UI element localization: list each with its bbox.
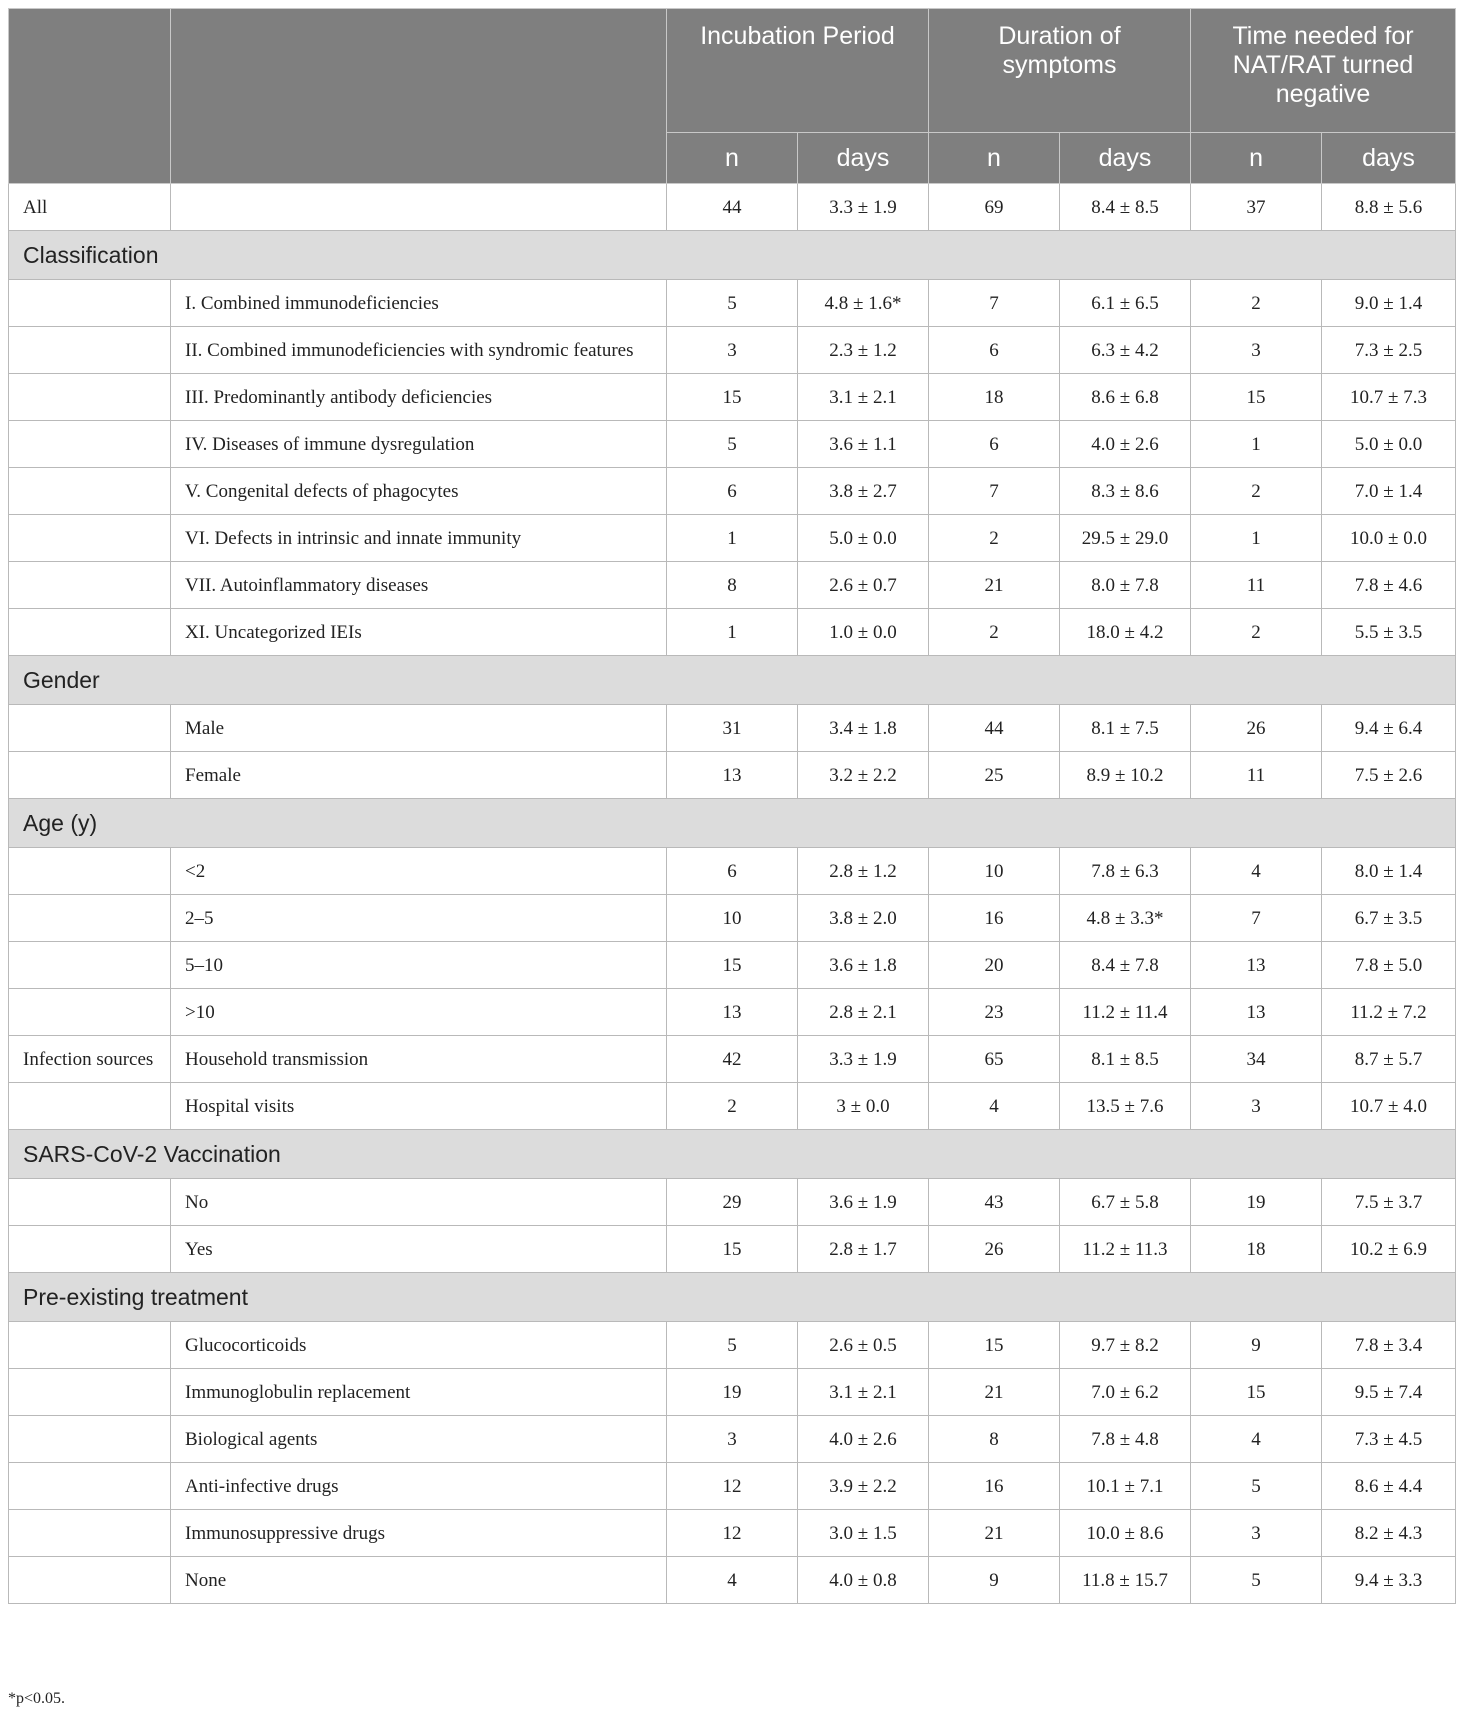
duration-days-cell: 18.0 ± 4.2 xyxy=(1060,609,1191,656)
row-label-cell: Glucocorticoids xyxy=(171,1322,667,1369)
header-time-to-negative: Time needed for NAT/RAT turned negative xyxy=(1191,9,1456,133)
row-label-cell: Immunoglobulin replacement xyxy=(171,1369,667,1416)
incubation-days-cell: 5.0 ± 0.0 xyxy=(798,515,929,562)
incubation-n-cell: 4 xyxy=(667,1557,798,1604)
row-group-cell xyxy=(9,942,171,989)
incubation-days-cell: 3.3 ± 1.9 xyxy=(798,1036,929,1083)
negative-days-cell: 5.5 ± 3.5 xyxy=(1322,609,1456,656)
row-group-cell: All xyxy=(9,184,171,231)
duration-n-cell: 10 xyxy=(929,848,1060,895)
row-label-cell: None xyxy=(171,1557,667,1604)
incubation-n-cell: 29 xyxy=(667,1179,798,1226)
negative-days-cell: 9.4 ± 3.3 xyxy=(1322,1557,1456,1604)
negative-days-cell: 10.7 ± 7.3 xyxy=(1322,374,1456,421)
duration-days-cell: 8.9 ± 10.2 xyxy=(1060,752,1191,799)
incubation-days-cell: 2.8 ± 1.2 xyxy=(798,848,929,895)
table-row xyxy=(9,609,1456,656)
negative-days-cell: 10.0 ± 0.0 xyxy=(1322,515,1456,562)
negative-n-cell: 9 xyxy=(1191,1322,1322,1369)
duration-n-cell: 69 xyxy=(929,184,1060,231)
negative-n-cell: 18 xyxy=(1191,1226,1322,1273)
row-label-cell: Immunosuppressive drugs xyxy=(171,1510,667,1557)
negative-n-cell: 34 xyxy=(1191,1036,1322,1083)
incubation-n-cell: 6 xyxy=(667,468,798,515)
duration-days-cell: 7.0 ± 6.2 xyxy=(1060,1369,1191,1416)
duration-days-cell: 7.8 ± 4.8 xyxy=(1060,1416,1191,1463)
row-label-cell: No xyxy=(171,1179,667,1226)
section-header-row xyxy=(9,1130,1456,1179)
duration-days-cell: 10.0 ± 8.6 xyxy=(1060,1510,1191,1557)
negative-days-cell: 10.7 ± 4.0 xyxy=(1322,1083,1456,1130)
negative-n-cell: 13 xyxy=(1191,989,1322,1036)
row-group-cell xyxy=(9,1322,171,1369)
header-duration-of-symptoms: Duration of symptoms xyxy=(929,9,1191,133)
table-row xyxy=(9,895,1456,942)
incubation-days-cell: 3.3 ± 1.9 xyxy=(798,184,929,231)
negative-n-cell: 15 xyxy=(1191,1369,1322,1416)
duration-n-cell: 8 xyxy=(929,1416,1060,1463)
row-label-cell: XI. Uncategorized IEIs xyxy=(171,609,667,656)
negative-days-cell: 7.8 ± 4.6 xyxy=(1322,562,1456,609)
incubation-days-cell: 2.6 ± 0.5 xyxy=(798,1322,929,1369)
incubation-days-cell: 1.0 ± 0.0 xyxy=(798,609,929,656)
row-group-cell xyxy=(9,989,171,1036)
duration-n-cell: 23 xyxy=(929,989,1060,1036)
duration-days-cell: 8.4 ± 7.8 xyxy=(1060,942,1191,989)
table-row xyxy=(9,327,1456,374)
row-group-cell: Infection sources xyxy=(9,1036,171,1083)
duration-n-cell: 26 xyxy=(929,1226,1060,1273)
negative-n-cell: 2 xyxy=(1191,609,1322,656)
negative-n-cell: 11 xyxy=(1191,562,1322,609)
row-group-cell xyxy=(9,609,171,656)
negative-days-cell: 8.7 ± 5.7 xyxy=(1322,1036,1456,1083)
duration-n-cell: 4 xyxy=(929,1083,1060,1130)
row-group-cell xyxy=(9,1557,171,1604)
row-group-cell xyxy=(9,752,171,799)
incubation-days-cell: 3.6 ± 1.1 xyxy=(798,421,929,468)
row-group-cell xyxy=(9,280,171,327)
duration-days-cell: 8.6 ± 6.8 xyxy=(1060,374,1191,421)
table-body xyxy=(9,184,1456,1604)
table-header xyxy=(9,9,1456,184)
incubation-n-cell: 1 xyxy=(667,609,798,656)
incubation-days-cell: 4.8 ± 1.6* xyxy=(798,280,929,327)
incubation-n-cell: 3 xyxy=(667,1416,798,1463)
duration-n-cell: 21 xyxy=(929,1510,1060,1557)
incubation-days-cell: 3.8 ± 2.0 xyxy=(798,895,929,942)
incubation-n-cell: 13 xyxy=(667,989,798,1036)
row-label-cell: IV. Diseases of immune dysregulation xyxy=(171,421,667,468)
table-row xyxy=(9,468,1456,515)
incubation-n-cell: 15 xyxy=(667,374,798,421)
row-group-cell xyxy=(9,421,171,468)
data-table xyxy=(8,8,1456,1604)
duration-days-cell: 6.1 ± 6.5 xyxy=(1060,280,1191,327)
negative-days-cell: 8.8 ± 5.6 xyxy=(1322,184,1456,231)
incubation-days-cell: 3.6 ± 1.8 xyxy=(798,942,929,989)
row-group-cell xyxy=(9,1369,171,1416)
negative-days-cell: 8.6 ± 4.4 xyxy=(1322,1463,1456,1510)
row-label-cell: 2–5 xyxy=(171,895,667,942)
duration-days-cell: 11.2 ± 11.3 xyxy=(1060,1226,1191,1273)
negative-n-cell: 2 xyxy=(1191,280,1322,327)
incubation-n-cell: 5 xyxy=(667,1322,798,1369)
section-header-row xyxy=(9,656,1456,705)
incubation-n-cell: 1 xyxy=(667,515,798,562)
duration-days-cell: 8.4 ± 8.5 xyxy=(1060,184,1191,231)
table-row xyxy=(9,374,1456,421)
incubation-n-cell: 13 xyxy=(667,752,798,799)
incubation-n-cell: 42 xyxy=(667,1036,798,1083)
incubation-n-cell: 10 xyxy=(667,895,798,942)
section-title: Classification xyxy=(9,231,1456,280)
table-row xyxy=(9,848,1456,895)
header-empty-group xyxy=(9,9,171,184)
negative-n-cell: 3 xyxy=(1191,327,1322,374)
duration-days-cell: 11.8 ± 15.7 xyxy=(1060,1557,1191,1604)
duration-days-cell: 11.2 ± 11.4 xyxy=(1060,989,1191,1036)
duration-n-cell: 21 xyxy=(929,562,1060,609)
negative-days-cell: 6.7 ± 3.5 xyxy=(1322,895,1456,942)
header-incubation-period: Incubation Period xyxy=(667,9,929,133)
row-label-cell: Hospital visits xyxy=(171,1083,667,1130)
row-group-cell xyxy=(9,515,171,562)
row-label-cell: Household transmission xyxy=(171,1036,667,1083)
table-row xyxy=(9,1416,1456,1463)
incubation-days-cell: 3.4 ± 1.8 xyxy=(798,705,929,752)
row-group-cell xyxy=(9,1226,171,1273)
negative-n-cell: 26 xyxy=(1191,705,1322,752)
incubation-days-cell: 3 ± 0.0 xyxy=(798,1083,929,1130)
table-row xyxy=(9,1510,1456,1557)
negative-days-cell: 11.2 ± 7.2 xyxy=(1322,989,1456,1036)
incubation-days-cell: 3.1 ± 2.1 xyxy=(798,374,929,421)
row-group-cell xyxy=(9,895,171,942)
row-group-cell xyxy=(9,705,171,752)
table-row xyxy=(9,1322,1456,1369)
table-row xyxy=(9,1369,1456,1416)
duration-n-cell: 21 xyxy=(929,1369,1060,1416)
duration-days-cell: 8.1 ± 7.5 xyxy=(1060,705,1191,752)
row-label-cell: 5–10 xyxy=(171,942,667,989)
duration-n-cell: 25 xyxy=(929,752,1060,799)
incubation-n-cell: 5 xyxy=(667,421,798,468)
row-group-cell xyxy=(9,562,171,609)
incubation-days-cell: 2.8 ± 2.1 xyxy=(798,989,929,1036)
incubation-days-cell: 3.0 ± 1.5 xyxy=(798,1510,929,1557)
duration-days-cell: 4.0 ± 2.6 xyxy=(1060,421,1191,468)
negative-days-cell: 8.2 ± 4.3 xyxy=(1322,1510,1456,1557)
subheader-days: days xyxy=(1060,133,1191,184)
duration-n-cell: 2 xyxy=(929,515,1060,562)
incubation-days-cell: 3.6 ± 1.9 xyxy=(798,1179,929,1226)
table-row xyxy=(9,1463,1456,1510)
negative-n-cell: 1 xyxy=(1191,515,1322,562)
negative-n-cell: 5 xyxy=(1191,1557,1322,1604)
incubation-n-cell: 44 xyxy=(667,184,798,231)
table-row xyxy=(9,280,1456,327)
subheader-days: days xyxy=(1322,133,1456,184)
negative-n-cell: 19 xyxy=(1191,1179,1322,1226)
negative-days-cell: 7.3 ± 4.5 xyxy=(1322,1416,1456,1463)
incubation-n-cell: 6 xyxy=(667,848,798,895)
row-group-cell xyxy=(9,1416,171,1463)
table-row xyxy=(9,705,1456,752)
table-row xyxy=(9,1557,1456,1604)
row-label-cell: Biological agents xyxy=(171,1416,667,1463)
incubation-days-cell: 2.3 ± 1.2 xyxy=(798,327,929,374)
incubation-n-cell: 31 xyxy=(667,705,798,752)
row-group-cell xyxy=(9,1463,171,1510)
duration-n-cell: 65 xyxy=(929,1036,1060,1083)
row-label-cell: III. Predominantly antibody deficiencies xyxy=(171,374,667,421)
row-label-cell xyxy=(171,184,667,231)
row-group-cell xyxy=(9,848,171,895)
duration-n-cell: 20 xyxy=(929,942,1060,989)
duration-n-cell: 16 xyxy=(929,1463,1060,1510)
incubation-n-cell: 8 xyxy=(667,562,798,609)
table-row xyxy=(9,1179,1456,1226)
incubation-days-cell: 4.0 ± 2.6 xyxy=(798,1416,929,1463)
duration-n-cell: 43 xyxy=(929,1179,1060,1226)
row-label-cell: V. Congenital defects of phagocytes xyxy=(171,468,667,515)
incubation-days-cell: 2.6 ± 0.7 xyxy=(798,562,929,609)
row-label-cell: II. Combined immunodeficiencies with syndromic features xyxy=(171,327,667,374)
row-label-cell: VII. Autoinflammatory diseases xyxy=(171,562,667,609)
section-title: Age (y) xyxy=(9,799,1456,848)
incubation-days-cell: 3.9 ± 2.2 xyxy=(798,1463,929,1510)
negative-days-cell: 9.5 ± 7.4 xyxy=(1322,1369,1456,1416)
negative-days-cell: 7.5 ± 2.6 xyxy=(1322,752,1456,799)
duration-n-cell: 7 xyxy=(929,280,1060,327)
duration-days-cell: 6.7 ± 5.8 xyxy=(1060,1179,1191,1226)
duration-days-cell: 6.3 ± 4.2 xyxy=(1060,327,1191,374)
row-label-cell: Anti-infective drugs xyxy=(171,1463,667,1510)
negative-n-cell: 3 xyxy=(1191,1083,1322,1130)
row-label-cell: <2 xyxy=(171,848,667,895)
row-group-cell xyxy=(9,327,171,374)
incubation-n-cell: 3 xyxy=(667,327,798,374)
negative-n-cell: 4 xyxy=(1191,1416,1322,1463)
duration-days-cell: 8.3 ± 8.6 xyxy=(1060,468,1191,515)
table-row xyxy=(9,942,1456,989)
negative-days-cell: 7.8 ± 5.0 xyxy=(1322,942,1456,989)
subheader-n: n xyxy=(929,133,1060,184)
incubation-n-cell: 19 xyxy=(667,1369,798,1416)
duration-days-cell: 4.8 ± 3.3* xyxy=(1060,895,1191,942)
row-label-cell: Male xyxy=(171,705,667,752)
row-label-cell: Female xyxy=(171,752,667,799)
table-row xyxy=(9,1036,1456,1083)
row-group-cell xyxy=(9,1083,171,1130)
duration-n-cell: 7 xyxy=(929,468,1060,515)
incubation-n-cell: 12 xyxy=(667,1463,798,1510)
negative-days-cell: 7.0 ± 1.4 xyxy=(1322,468,1456,515)
negative-days-cell: 9.0 ± 1.4 xyxy=(1322,280,1456,327)
duration-n-cell: 44 xyxy=(929,705,1060,752)
section-title: SARS-CoV-2 Vaccination xyxy=(9,1130,1456,1179)
incubation-n-cell: 15 xyxy=(667,942,798,989)
duration-n-cell: 16 xyxy=(929,895,1060,942)
negative-n-cell: 11 xyxy=(1191,752,1322,799)
incubation-n-cell: 5 xyxy=(667,280,798,327)
negative-days-cell: 10.2 ± 6.9 xyxy=(1322,1226,1456,1273)
incubation-n-cell: 15 xyxy=(667,1226,798,1273)
negative-n-cell: 4 xyxy=(1191,848,1322,895)
negative-days-cell: 5.0 ± 0.0 xyxy=(1322,421,1456,468)
negative-n-cell: 1 xyxy=(1191,421,1322,468)
duration-days-cell: 8.1 ± 8.5 xyxy=(1060,1036,1191,1083)
subheader-days: days xyxy=(798,133,929,184)
row-group-cell xyxy=(9,468,171,515)
duration-days-cell: 7.8 ± 6.3 xyxy=(1060,848,1191,895)
section-header-row xyxy=(9,231,1456,280)
section-header-row xyxy=(9,799,1456,848)
duration-n-cell: 18 xyxy=(929,374,1060,421)
footnote: *p<0.05. xyxy=(8,1690,66,1707)
duration-n-cell: 15 xyxy=(929,1322,1060,1369)
duration-n-cell: 6 xyxy=(929,327,1060,374)
negative-n-cell: 37 xyxy=(1191,184,1322,231)
duration-days-cell: 10.1 ± 7.1 xyxy=(1060,1463,1191,1510)
table-row xyxy=(9,989,1456,1036)
subheader-n: n xyxy=(667,133,798,184)
table-row xyxy=(9,1226,1456,1273)
negative-n-cell: 3 xyxy=(1191,1510,1322,1557)
row-group-cell xyxy=(9,1179,171,1226)
negative-days-cell: 7.5 ± 3.7 xyxy=(1322,1179,1456,1226)
row-label-cell: VI. Defects in intrinsic and innate immunity xyxy=(171,515,667,562)
table-row xyxy=(9,515,1456,562)
incubation-n-cell: 2 xyxy=(667,1083,798,1130)
incubation-n-cell: 12 xyxy=(667,1510,798,1557)
subheader-n: n xyxy=(1191,133,1322,184)
row-group-cell xyxy=(9,374,171,421)
negative-n-cell: 7 xyxy=(1191,895,1322,942)
table-row xyxy=(9,184,1456,231)
negative-days-cell: 9.4 ± 6.4 xyxy=(1322,705,1456,752)
row-label-cell: I. Combined immunodeficiencies xyxy=(171,280,667,327)
table-row xyxy=(9,752,1456,799)
duration-days-cell: 29.5 ± 29.0 xyxy=(1060,515,1191,562)
negative-n-cell: 5 xyxy=(1191,1463,1322,1510)
incubation-days-cell: 3.1 ± 2.1 xyxy=(798,1369,929,1416)
row-group-cell xyxy=(9,1510,171,1557)
section-title: Pre-existing treatment xyxy=(9,1273,1456,1322)
duration-days-cell: 8.0 ± 7.8 xyxy=(1060,562,1191,609)
negative-n-cell: 2 xyxy=(1191,468,1322,515)
incubation-days-cell: 2.8 ± 1.7 xyxy=(798,1226,929,1273)
duration-n-cell: 2 xyxy=(929,609,1060,656)
row-label-cell: >10 xyxy=(171,989,667,1036)
table-row xyxy=(9,1083,1456,1130)
header-empty-label xyxy=(171,9,667,184)
duration-n-cell: 9 xyxy=(929,1557,1060,1604)
incubation-days-cell: 4.0 ± 0.8 xyxy=(798,1557,929,1604)
row-label-cell: Yes xyxy=(171,1226,667,1273)
section-header-row xyxy=(9,1273,1456,1322)
negative-days-cell: 7.8 ± 3.4 xyxy=(1322,1322,1456,1369)
incubation-days-cell: 3.2 ± 2.2 xyxy=(798,752,929,799)
negative-days-cell: 8.0 ± 1.4 xyxy=(1322,848,1456,895)
duration-n-cell: 6 xyxy=(929,421,1060,468)
duration-days-cell: 9.7 ± 8.2 xyxy=(1060,1322,1191,1369)
section-title: Gender xyxy=(9,656,1456,705)
duration-days-cell: 13.5 ± 7.6 xyxy=(1060,1083,1191,1130)
table-row xyxy=(9,421,1456,468)
incubation-days-cell: 3.8 ± 2.7 xyxy=(798,468,929,515)
negative-n-cell: 13 xyxy=(1191,942,1322,989)
negative-n-cell: 15 xyxy=(1191,374,1322,421)
table-row xyxy=(9,562,1456,609)
negative-days-cell: 7.3 ± 2.5 xyxy=(1322,327,1456,374)
